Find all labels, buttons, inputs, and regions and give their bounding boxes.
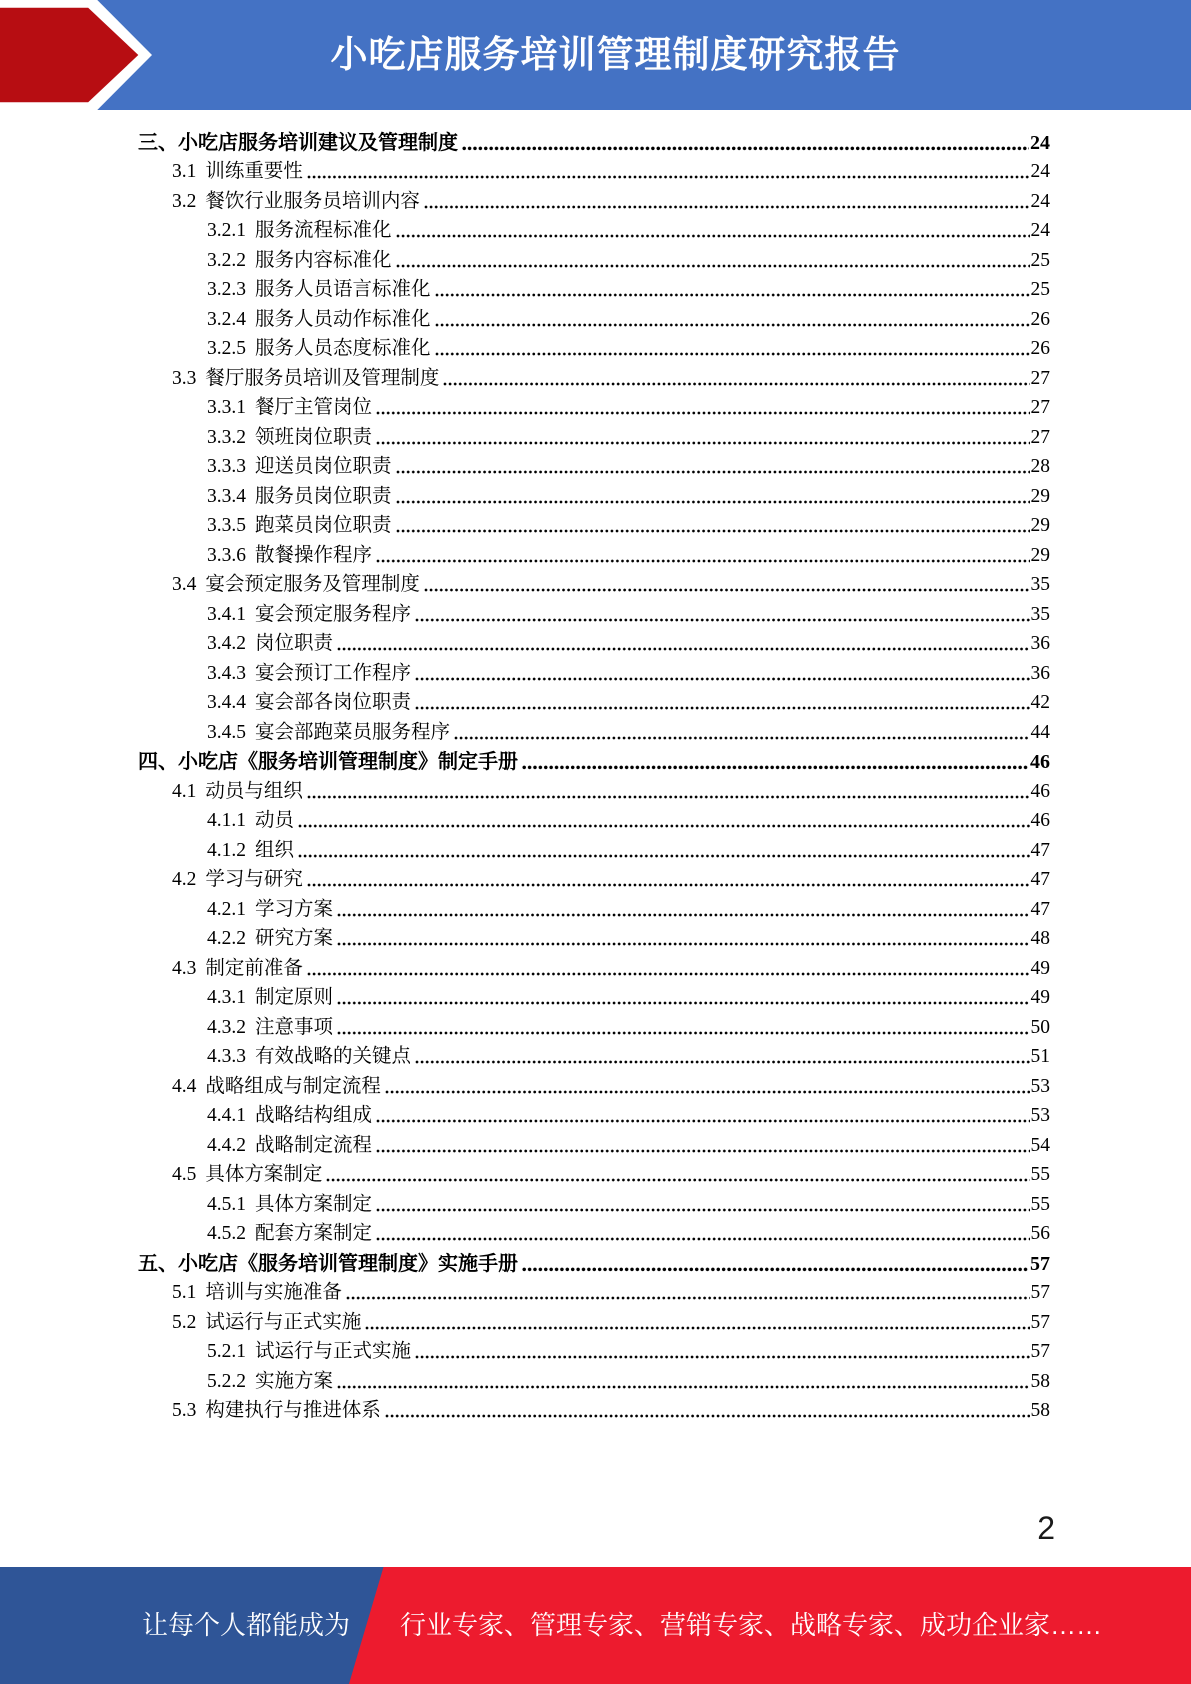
toc-entry-title: 小吃店《服务培训管理制度》实施手册 [178,1252,518,1275]
toc-entry-page: 27 [1030,367,1050,389]
toc-leader-dots [376,1237,1029,1241]
footer-slogan-left: 让每个人都能成为 [142,1610,351,1640]
toc-entry-page: 35 [1030,574,1050,595]
toc-entry[interactable] [138,657,1050,687]
toc-entry-title: 宴会预定服务及管理制度 [205,574,420,595]
toc-entry[interactable] [138,1070,1050,1100]
toc-entry[interactable] [138,303,1050,333]
toc-entry[interactable] [138,893,1050,923]
toc-leader-dots [454,736,1029,740]
toc-entry[interactable] [138,628,1050,658]
toc-entry[interactable] [138,1159,1050,1189]
toc-entry-num: 3.3.4 [207,485,246,507]
toc-entry-page: 28 [1030,456,1050,477]
toc-entry[interactable] [138,805,1050,835]
toc-entry-title: 宴会预定服务程序 [255,603,412,625]
toc-entry-page: 27 [1030,397,1050,418]
toc-leader-dots [385,1090,1030,1094]
toc-entry-num: 4.4.2 [207,1134,246,1156]
footer-slogan-right: 行业专家、管理专家、营销专家、战略专家、成功企业家…… [400,1610,1103,1640]
toc-entry-page: 47 [1030,839,1050,861]
toc-entry[interactable] [138,1011,1050,1041]
toc-entry[interactable] [138,126,1050,156]
toc-leader-dots [396,470,1030,474]
toc-leader-dots [522,1267,1029,1272]
toc-entry-page: 29 [1030,485,1050,507]
toc-entry-page: 29 [1030,544,1050,566]
toc-entry-num: 3.2.3 [207,279,246,300]
toc-entry-page: 46 [1030,751,1050,773]
toc-entry-title: 岗位职责 [255,633,334,654]
toc-list [138,126,1050,1424]
toc-entry-title: 餐饮行业服务员培训内容 [205,190,420,212]
toc-entry-page: 53 [1030,1075,1050,1097]
toc-entry[interactable] [138,1277,1050,1307]
toc-leader-dots [307,795,1030,799]
toc-entry-page: 46 [1030,810,1050,831]
toc-entry-title: 领班岗位职责 [255,426,373,448]
toc-entry[interactable] [138,569,1050,599]
toc-entry-num: 4.2 [172,869,197,890]
toc-entry[interactable] [138,451,1050,481]
toc-entry-title: 训练重要性 [205,161,303,182]
toc-entry-page: 36 [1030,633,1050,654]
toc-entry-page: 54 [1030,1134,1050,1156]
toc-leader-dots [462,146,1029,151]
toc-leader-dots [435,293,1030,297]
toc-entry-title: 餐厅服务员培训及管理制度 [205,367,440,389]
toc-entry[interactable] [138,1247,1050,1277]
toc-entry-title: 小吃店服务培训建议及管理制度 [178,131,458,154]
toc-entry-page: 48 [1030,928,1050,949]
toc-entry[interactable] [138,274,1050,304]
toc-entry-page: 25 [1030,249,1050,271]
toc-entry-page: 36 [1030,662,1050,684]
toc-entry[interactable] [138,333,1050,363]
toc-leader-dots [522,765,1029,770]
toc-entry-num: 3.4.2 [207,633,246,654]
toc-entry-title: 有效战略的关键点 [255,1046,412,1067]
toc-entry-num: 4.5.2 [207,1223,246,1244]
toc-entry-title: 学习方案 [255,898,334,920]
toc-entry-title: 实施方案 [255,1370,334,1392]
toc-entry-title: 战略制定流程 [255,1134,373,1156]
toc-entry[interactable] [138,215,1050,245]
toc-entry-num: 五、 [138,1252,178,1275]
toc-entry[interactable] [138,185,1050,215]
toc-leader-dots [396,264,1030,268]
toc-entry[interactable] [138,746,1050,776]
toc-entry-title: 宴会部跑菜员服务程序 [255,721,451,743]
toc-entry-title: 小吃店《服务培训管理制度》制定手册 [178,751,518,773]
toc-entry-title: 服务人员语言标准化 [255,279,431,300]
toc-entry-title: 宴会预订工作程序 [255,662,412,684]
toc-entry-page: 24 [1030,220,1050,241]
toc-entry-page: 47 [1030,869,1050,890]
toc-entry[interactable] [138,1188,1050,1218]
toc-entry-page: 25 [1030,279,1050,300]
toc-entry-num: 4.4.1 [207,1105,246,1126]
toc-entry[interactable] [138,539,1050,569]
toc-leader-dots [376,1149,1029,1153]
toc-entry-num: 5.1 [172,1282,197,1303]
toc-entry-title: 研究方案 [255,928,334,949]
toc-entry-page: 57 [1030,1252,1050,1275]
toc-entry[interactable] [138,1365,1050,1395]
toc-entry-num: 4.5 [172,1164,197,1185]
toc-entry[interactable] [138,1336,1050,1366]
toc-entry-num: 3.3.5 [207,515,246,536]
toc-entry-page: 55 [1030,1193,1050,1215]
toc-entry-title: 学习与研究 [205,869,303,890]
toc-leader-dots [326,1178,1029,1182]
toc-entry[interactable] [138,1041,1050,1071]
toc-leader-dots [365,1326,1029,1330]
report-title: 小吃店服务培训管理制度研究报告 [330,34,901,75]
toc-entry-num: 4.3.3 [207,1046,246,1067]
toc-entry[interactable] [138,598,1050,628]
toc-leader-dots [396,500,1030,504]
toc-entry-num: 3.2.2 [207,249,246,271]
toc-entry[interactable] [138,952,1050,982]
toc-entry[interactable] [138,923,1050,953]
toc-entry-title: 服务内容标准化 [255,249,392,271]
toc-entry-num: 5.2.2 [207,1370,246,1392]
toc-entry-page: 44 [1030,721,1050,743]
toc-entry-page: 50 [1030,1016,1050,1038]
toc-entry-num: 3.4.1 [207,603,246,625]
toc-entry-num: 3.3.1 [207,397,246,418]
toc-entry-num: 4.3 [172,957,197,979]
toc-entry-num: 4.5.1 [207,1193,246,1215]
page-footer [0,1567,1191,1684]
toc-entry[interactable] [138,421,1050,451]
toc-leader-dots [385,1414,1030,1418]
toc-entry[interactable] [138,1395,1050,1425]
toc-entry-title: 具体方案制定 [205,1164,323,1185]
toc-leader-dots [307,175,1030,179]
toc-entry-title: 服务人员态度标准化 [255,338,431,359]
toc-entry-num: 4.4 [172,1075,197,1097]
toc-entry-num: 3.2.4 [207,308,246,330]
toc-leader-dots [298,824,1029,828]
toc-entry-num: 3.2 [172,190,197,212]
toc-entry-title: 试运行与正式实施 [255,1341,412,1362]
toc-entry-title: 培训与实施准备 [205,1282,342,1303]
toc-leader-dots [307,883,1030,887]
toc-entry-num: 3.4.3 [207,662,246,684]
toc-entry[interactable] [138,716,1050,746]
toc-entry[interactable] [138,864,1050,894]
toc-entry-num: 3.3.6 [207,544,246,566]
toc-entry-page: 51 [1030,1046,1050,1067]
toc-entry-page: 55 [1030,1164,1050,1185]
toc-entry-num: 四、 [138,751,178,773]
toc-leader-dots [424,205,1030,209]
toc-entry-title: 动员 [255,810,295,831]
toc-entry-page: 57 [1030,1311,1050,1333]
toc-leader-dots [415,1355,1029,1359]
toc-entry-num: 3.4 [172,574,197,595]
toc-entry[interactable] [138,1218,1050,1248]
toc-entry-title: 战略组成与制定流程 [205,1075,381,1097]
toc-entry-num: 4.2.1 [207,898,246,920]
toc-entry-page: 56 [1030,1223,1050,1244]
toc-leader-dots [337,647,1029,651]
toc-entry[interactable] [138,156,1050,186]
toc-entry-page: 58 [1030,1370,1050,1392]
toc-leader-dots [346,1296,1030,1300]
toc-entry[interactable] [138,1129,1050,1159]
toc-entry-title: 试运行与正式实施 [205,1311,362,1333]
toc-leader-dots [298,854,1029,858]
toc-entry[interactable] [138,392,1050,422]
toc-leader-dots [415,1060,1029,1064]
toc-entry[interactable] [138,1100,1050,1130]
toc-entry-title: 组织 [255,839,295,861]
toc-leader-dots [376,411,1029,415]
toc-entry-title: 制定原则 [255,987,334,1008]
toc-leader-dots [435,352,1030,356]
toc-entry-title: 散餐操作程序 [255,544,373,566]
toc-entry-num: 3.2.5 [207,338,246,359]
toc-entry-num: 三、 [138,131,178,154]
toc-entry-page: 24 [1030,161,1050,182]
toc-entry-num: 4.3.1 [207,987,246,1008]
toc-entry[interactable] [138,1306,1050,1336]
toc-entry-num: 5.2 [172,1311,197,1333]
toc-entry[interactable] [138,775,1050,805]
toc-leader-dots [376,1208,1029,1212]
toc-entry-title: 配套方案制定 [255,1223,373,1244]
toc-leader-dots [337,1385,1029,1389]
toc-entry-page: 35 [1030,603,1050,625]
toc-entry[interactable] [138,834,1050,864]
toc-entry[interactable] [138,510,1050,540]
toc-entry-page: 46 [1030,780,1050,802]
toc-leader-dots [376,1119,1029,1123]
toc-entry-title: 制定前准备 [205,957,303,979]
toc-entry-num: 3.2.1 [207,220,246,241]
toc-entry-title: 服务员岗位职责 [255,485,392,507]
toc-entry-title: 迎送员岗位职责 [255,456,392,477]
toc-entry-num: 4.3.2 [207,1016,246,1038]
toc-entry-num: 3.1 [172,161,197,182]
toc-entry-page: 57 [1030,1282,1050,1303]
toc-leader-dots [415,677,1029,681]
toc-entry[interactable] [138,362,1050,392]
toc-entry-page: 49 [1030,987,1050,1008]
page-number: 2 [1037,1510,1055,1546]
toc-entry-page: 27 [1030,426,1050,448]
toc-entry-title: 服务人员动作标准化 [255,308,431,330]
toc-leader-dots [443,382,1029,386]
toc-entry-num: 5.3 [172,1400,197,1421]
toc-leader-dots [337,1031,1029,1035]
toc-entry-title: 餐厅主管岗位 [255,397,373,418]
toc-entry-num: 4.2.2 [207,928,246,949]
toc-entry-title: 跑菜员岗位职责 [255,515,392,536]
toc-entry-page: 49 [1030,957,1050,979]
toc-entry-num: 4.1.2 [207,839,246,861]
toc-leader-dots [415,618,1029,622]
toc-leader-dots [337,942,1029,946]
toc-entry-title: 动员与组织 [205,780,303,802]
toc-entry-num: 3.3 [172,367,197,389]
toc-entry-num: 3.3.3 [207,456,246,477]
page-header [0,0,1191,110]
toc-entry-title: 具体方案制定 [255,1193,373,1215]
toc-entry-num: 3.3.2 [207,426,246,448]
toc-entry-page: 58 [1030,1400,1050,1421]
toc-leader-dots [376,441,1029,445]
toc-entry-page: 29 [1030,515,1050,536]
toc-entry-page: 24 [1030,131,1050,154]
toc-entry[interactable] [138,480,1050,510]
toc-entry-page: 26 [1030,338,1050,359]
toc-entry-title: 宴会部各岗位职责 [255,692,412,713]
toc-entry-title: 注意事项 [255,1016,334,1038]
toc-entry-num: 3.4.4 [207,692,246,713]
toc-leader-dots [435,323,1030,327]
toc-entry-title: 服务流程标准化 [255,220,392,241]
toc-entry-page: 42 [1030,692,1050,713]
toc-entry[interactable] [138,687,1050,717]
toc-leader-dots [337,1001,1029,1005]
toc-entry-page: 57 [1030,1341,1050,1362]
toc-entry-num: 4.1 [172,780,197,802]
toc-leader-dots [337,913,1029,917]
toc-entry[interactable] [138,982,1050,1012]
toc-leader-dots [396,529,1030,533]
toc-entry-page: 47 [1030,898,1050,920]
toc-entry-title: 构建执行与推进体系 [205,1400,381,1421]
toc-entry[interactable] [138,244,1050,274]
toc-entry-num: 5.2.1 [207,1341,246,1362]
toc-leader-dots [415,706,1029,710]
toc-leader-dots [424,588,1030,592]
toc-entry-page: 24 [1030,190,1050,212]
toc-leader-dots [396,234,1030,238]
toc-entry-num: 3.4.5 [207,721,246,743]
toc-entry-title: 战略结构组成 [255,1105,373,1126]
toc-entry-num: 4.1.1 [207,810,246,831]
toc-leader-dots [376,559,1029,563]
toc-entry-page: 26 [1030,308,1050,330]
toc-entry-page: 53 [1030,1105,1050,1126]
toc-leader-dots [307,972,1030,976]
